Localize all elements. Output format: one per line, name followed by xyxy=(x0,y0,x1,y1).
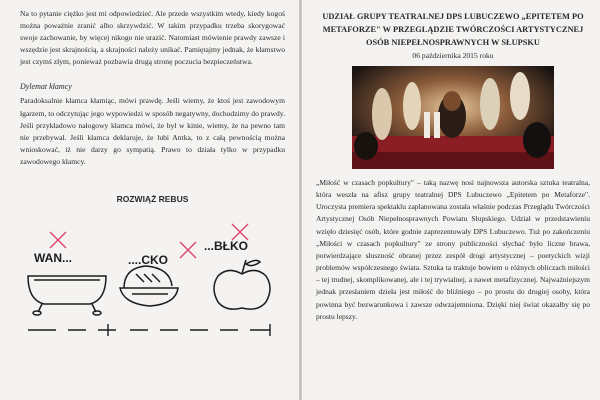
theatre-photo xyxy=(352,66,554,169)
left-page xyxy=(0,0,299,400)
bathtub-icon xyxy=(28,276,106,315)
answer-slots xyxy=(28,324,270,336)
rebus-clue-wanna: WAN... xyxy=(34,251,72,266)
article-title: UDZIAŁ GRUPY TEATRALNEJ DPS LUBUCZEWO „EPITETEM PO METAFORZE" W PRZEGLĄDZIE TWÓRCZOŚCI ARTYSTYCZNEJ OSÓB NIEPEŁNOSPRAWNYCH W SŁUPSKU xyxy=(322,12,584,47)
rebus-drawing xyxy=(20,204,285,339)
stage-scene-image xyxy=(352,66,554,169)
cross-mark-1 xyxy=(50,232,66,248)
right-page xyxy=(302,0,600,400)
rebus-clue-jajecko: ....CKO xyxy=(128,253,169,268)
paragraph-liar: Paradoksalnie kłamca kłamiąc, mówi prawdę. Jeśli wiemy, że ktoś jest zawodowym łgarzem, to odczytując jego wypowiedzi w sposób negatywny, dochodzimy do prawdy. Jeśli przykładowo nałogowy kłamca mówi, że był w kinie, wiemy, że na pewno tam nie przebywał. Jeśli kłamca deklaruje, że lubi Antka, to z całą pewnością można wnioskować, iż nie darzy go sympatią. Prawo to działa tylko w przypadku zawodowego kłamcy. xyxy=(20,96,285,166)
cross-mark-3 xyxy=(232,224,248,240)
article-body: „Miłość w czasach popkultury" – taką nazwę nosi najnowsza autorska sztuka teatralna, która weszła na afisz grupy teatralnej DPS Lubuczewo „Epitetem po Metaforze". Uroczysta premiera spektaklu zaplanowana została właśnie podczas Przeglądu Twórczości Artystycznej Osób Niepełnosprawnych Powiatu Słupskiego. Udział w przedstawieniu wzięło dziesięć osób, które godnie zaprezentowały DPS Lubuczewo. Tuż po zakończeniu „Miłości w czasach popkultury" ze strony publiczności słychać było liczne brawa, potwierdzające słuszność obranej przez zespół drogi artystycznej – poetyckich wizji problemów współczesnego świata. Sztuka ta traktuje bowiem o różnych obliczach miłości – tej trudnej, skomplikowanej, ale i tej trywialnej, a nawet metafizycznej. Najważniejszym jednak przesłaniem dzieła jest miłość do bliźniego – po prostu do drugiej osoby, która powinna być bezwarunkowa i zawsze odwzajemniona. Dzięki niej świat okazałby się po prostu lepszy. xyxy=(316,178,590,321)
rebus-title: ROZWIĄŻ REBUS xyxy=(116,194,189,205)
article-date: 06 października 2015 roku xyxy=(412,51,494,60)
paragraph-truth: Na to pytanie ciężko jest mi odpowiedzieć. Ale przede wszystkim wtedy, kiedy kogoś można poważnie zranić albo skrzywdzić. W takim przypadku trzeba skorygować swoje zachowanie, by więcej nikogo nie urazić. Natomiast mówienie prawdy zawsze i wszędzie jest skrajnością, a skrajności należy unikać. Pamiętajmy jednak, że kłamstwo jest czymś złym, ponieważ pozbawia drugą stronę poczucia bezpieczeństwa. xyxy=(20,9,285,67)
apple-icon xyxy=(214,260,270,309)
subheading-dylemat: Dylemat kłamcy xyxy=(20,82,72,92)
egg-in-cup-icon xyxy=(120,266,178,306)
rebus-clue-jablko: ...BŁKO xyxy=(204,239,248,254)
rebus-puzzle xyxy=(20,204,285,334)
cross-mark-2 xyxy=(180,242,196,258)
